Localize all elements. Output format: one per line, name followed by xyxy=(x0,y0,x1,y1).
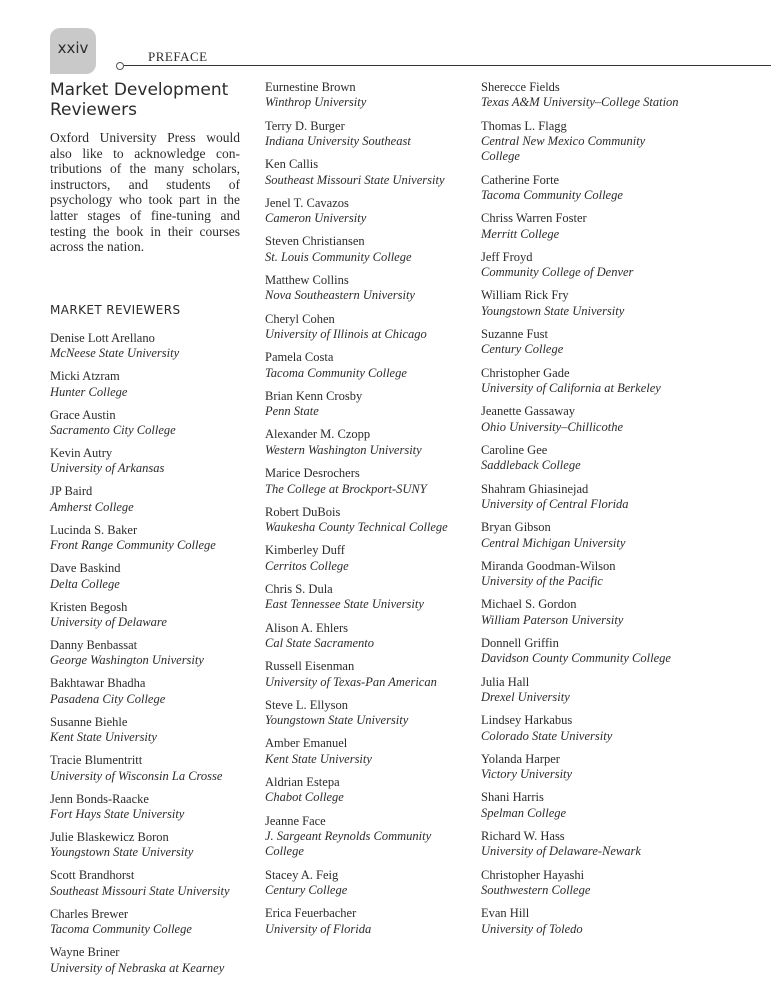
reviewer-entry xyxy=(265,543,465,574)
reviewer-institution: Youngstown State University xyxy=(50,845,194,860)
reviewer-institution: Fort Hays State University xyxy=(50,807,185,822)
reviewer-entry xyxy=(481,790,681,821)
reviewer-name: Danny Benbassat xyxy=(50,638,138,652)
reviewer-entry xyxy=(481,597,681,628)
reviewer-institution: Winthrop University xyxy=(265,95,367,110)
reviewer-name: Brian Kenn Crosby xyxy=(265,388,363,403)
reviewer-name: Erica Feuerbacher xyxy=(265,906,357,921)
reviewer-institution: University of Wisconsin La Crosse xyxy=(50,768,223,783)
reviewer-name: Suzanne Fust xyxy=(481,327,549,342)
reviewer-name: Charles Brewer xyxy=(50,906,129,921)
column-3 xyxy=(481,80,681,945)
reviewer-entry xyxy=(265,736,465,767)
reviewer-institution: Colorado State University xyxy=(481,728,613,743)
reviewer-institution: University of Delaware xyxy=(50,615,167,629)
running-head: PREFACE xyxy=(148,49,208,64)
reviewer-institution: St. Louis Community College xyxy=(265,249,412,264)
page-number-tab xyxy=(50,28,96,74)
reviewer-institution: University of Florida xyxy=(265,921,372,936)
reviewer-institution: Tacoma Community College xyxy=(50,922,192,937)
reviewer-institution: University of Central Florida xyxy=(481,496,629,511)
reviewer-institution: University of California at Berkeley xyxy=(481,381,661,396)
reviewer-name: Cheryl Cohen xyxy=(265,311,335,326)
reviewer-name: Sherecce Fields xyxy=(481,80,560,94)
reviewer-institution: Century College xyxy=(265,883,348,897)
reviewer-name: Kristen Begosh xyxy=(50,599,128,614)
reviewer-entry xyxy=(481,829,681,860)
reviewer-institution: Waukesha County Technical College xyxy=(265,520,448,535)
reviewer-name: Shahram Ghiasinejad xyxy=(481,481,589,496)
reviewer-name: Steven Christiansen xyxy=(265,234,365,249)
reviewer-institution: Youngstown State University xyxy=(265,713,409,728)
reviewer-name: Robert DuBois xyxy=(265,504,341,519)
reviewer-name: Denise Lott Arellano xyxy=(50,330,155,345)
reviewer-name: Jeanne Face xyxy=(265,813,326,828)
reviewer-institution: Tacoma Community College xyxy=(265,365,407,380)
reviewer-entry xyxy=(265,659,465,690)
reviewer-institution: Amherst College xyxy=(50,499,134,514)
reviewer-institution: Central New Mexico Community College xyxy=(481,134,646,164)
header-rule-dot xyxy=(116,62,124,70)
reviewer-institution: University of the Pacific xyxy=(481,574,603,589)
reviewer-entry xyxy=(50,561,240,592)
reviewer-name: Donnell Griffin xyxy=(481,635,559,650)
reviewer-institution: Penn State xyxy=(265,404,319,419)
column-1 xyxy=(50,80,240,984)
reviewer-institution: University of Delaware-Newark xyxy=(481,844,641,859)
reviewer-name: Lucinda S. Baker xyxy=(50,522,138,537)
reviewer-entry xyxy=(50,792,240,823)
reviewer-entry xyxy=(265,698,465,729)
reviewer-name: Marice Desrochers xyxy=(265,466,360,481)
reviewer-name: Chris S. Dula xyxy=(265,581,333,596)
reviewer-institution: Central Michigan University xyxy=(481,535,626,550)
intro-paragraph: Oxford University Press would also like to acknowledge contributions of the many scholars, instructors, and students of psychology who took part in the latter stages of fine-tuning and testing the book in their courses across the nation. xyxy=(50,130,240,255)
reviewer-name: Kevin Autry xyxy=(50,445,113,460)
reviewer-name: Wayne Briner xyxy=(50,945,120,960)
reviewer-entry xyxy=(50,408,240,439)
reviewer-institution: The College at Brockport-SUNY xyxy=(265,481,427,496)
reviewer-entry xyxy=(481,173,681,204)
reviewer-name: Richard W. Hass xyxy=(481,828,565,843)
reviewer-name: Matthew Collins xyxy=(265,273,349,288)
reviewer-entry xyxy=(265,621,465,652)
reviewer-name: Alexander M. Czopp xyxy=(265,427,371,442)
reviewer-institution: Youngstown State University xyxy=(481,303,625,318)
reviewer-institution: Indiana University Southeast xyxy=(265,134,411,149)
reviewer-name: Bakhtawar Bhadha xyxy=(50,676,146,691)
reviewer-institution: University of Arkansas xyxy=(50,461,165,476)
reviewer-entry xyxy=(265,119,465,150)
reviewer-institution: Victory University xyxy=(481,767,573,782)
reviewer-list xyxy=(265,80,465,937)
reviewer-institution: Drexel University xyxy=(481,689,570,704)
reviewer-entry xyxy=(265,234,465,265)
reviewer-entry xyxy=(481,675,681,706)
reviewer-entry xyxy=(50,638,240,669)
reviewer-name: Micki Atzram xyxy=(50,369,120,384)
reviewer-institution: Western Washington University xyxy=(265,442,422,457)
reviewer-entry xyxy=(265,273,465,304)
reviewer-institution: University of Texas-Pan American xyxy=(265,674,437,689)
reviewer-name: Evan Hill xyxy=(481,906,530,921)
reviewer-name: Amber Emanuel xyxy=(265,736,348,751)
reviewer-institution: Kent State University xyxy=(50,730,157,745)
reviewer-list xyxy=(481,80,681,937)
reviewer-name: Kimberley Duff xyxy=(265,543,345,558)
reviewer-entry xyxy=(481,404,681,435)
reviewer-institution: Front Range Community College xyxy=(50,538,216,553)
reviewer-institution: George Washington University xyxy=(50,653,204,668)
reviewer-entry xyxy=(481,119,681,165)
reviewer-name: Julie Blaskewicz Boron xyxy=(50,830,169,845)
reviewer-institution: Tacoma Community College xyxy=(481,188,623,203)
reviewer-entry xyxy=(481,906,681,937)
reviewer-entry xyxy=(481,80,681,111)
reviewer-entry xyxy=(50,676,240,707)
reviewer-name: Ken Callis xyxy=(265,157,319,172)
reviewer-name: Miranda Goodman-Wilson xyxy=(481,558,616,573)
reviewer-entry xyxy=(481,752,681,783)
reviewer-entry xyxy=(481,211,681,242)
reviewer-name: Lindsey Harkabus xyxy=(481,713,573,728)
reviewer-entry xyxy=(481,482,681,513)
reviewer-name: Yolanda Harper xyxy=(481,751,560,766)
reviewer-entry xyxy=(481,288,681,319)
reviewer-name: Christopher Gade xyxy=(481,365,570,380)
reviewer-entry xyxy=(481,366,681,397)
reviewer-entry xyxy=(481,713,681,744)
reviewer-name: Alison A. Ehlers xyxy=(265,620,348,635)
reviewer-name: Tracie Blumentritt xyxy=(50,753,143,768)
reviewer-institution: William Paterson University xyxy=(481,612,624,627)
reviewer-institution: Davidson County Community College xyxy=(481,651,671,666)
reviewer-entry xyxy=(265,312,465,343)
reviewer-institution: Nova Southeastern University xyxy=(265,288,415,303)
reviewer-institution: Southwestern College xyxy=(481,883,591,897)
reviewer-institution: Sacramento City College xyxy=(50,422,176,437)
reviewer-institution: Kent State University xyxy=(265,751,372,766)
reviewer-entry xyxy=(265,868,465,899)
reviewer-name: Dave Baskind xyxy=(50,561,121,576)
page-number: xxiv xyxy=(57,39,89,57)
reviewer-entry xyxy=(265,196,465,227)
reviewer-entry xyxy=(481,559,681,590)
reviewer-list xyxy=(50,331,240,976)
reviewer-entry xyxy=(265,427,465,458)
reviewer-entry xyxy=(50,600,240,631)
reviewer-entry xyxy=(50,830,240,861)
reviewer-name: Aldrian Estepa xyxy=(265,774,340,789)
reviewer-name: Jeanette Gassaway xyxy=(481,404,576,419)
reviewer-name: Steve L. Ellyson xyxy=(265,697,348,712)
reviewer-name: Michael S. Gordon xyxy=(481,597,577,612)
reviewer-name: Grace Austin xyxy=(50,407,116,422)
reviewer-entry xyxy=(265,582,465,613)
reviewer-institution: Texas A&M University–College Station xyxy=(481,95,679,110)
reviewer-institution: Ohio University–Chillicothe xyxy=(481,419,623,434)
reviewer-entry xyxy=(265,80,465,111)
reviewer-entry xyxy=(265,350,465,381)
reviewer-name: Shani Harris xyxy=(481,790,544,805)
reviewer-institution: J. Sargeant Reynolds Community College xyxy=(265,828,432,859)
reviewer-institution: Saddleback College xyxy=(481,458,581,473)
reviewer-entry xyxy=(50,945,240,976)
header-rule xyxy=(124,65,771,66)
reviewer-institution: Cerritos College xyxy=(265,558,349,573)
reviewer-name: Terry D. Burger xyxy=(265,118,345,133)
market-reviewers-heading: MARKET REVIEWERS xyxy=(50,302,181,317)
reviewer-name: Pamela Costa xyxy=(265,350,334,365)
reviewer-institution: Century College xyxy=(481,342,564,357)
reviewer-entry xyxy=(50,369,240,400)
reviewer-name: Stacey A. Feig xyxy=(265,867,339,882)
reviewer-institution: McNeese State University xyxy=(50,346,180,361)
reviewer-name: Jeff Froyd xyxy=(481,249,533,264)
reviewer-name: Jenel T. Cavazos xyxy=(265,195,349,210)
reviewer-institution: University of Illinois at Chicago xyxy=(265,327,427,342)
reviewer-name: Thomas L. Flagg xyxy=(481,118,567,133)
reviewer-institution: Hunter College xyxy=(50,384,128,399)
reviewer-name: Jenn Bonds-Raacke xyxy=(50,791,149,806)
reviewer-entry xyxy=(50,523,240,554)
reviewer-entry xyxy=(50,446,240,477)
reviewer-entry xyxy=(50,715,240,746)
reviewer-institution: Community College of Denver xyxy=(481,265,634,280)
section-title: Market Development Reviewers xyxy=(50,80,229,120)
reviewer-entry xyxy=(50,331,240,362)
reviewer-name: William Rick Fry xyxy=(481,288,569,303)
reviewer-name: Russell Eisenman xyxy=(265,659,355,674)
reviewer-institution: Spelman College xyxy=(481,805,567,820)
reviewer-institution: Pasadena City College xyxy=(50,691,166,706)
reviewer-name: Eurnestine Brown xyxy=(265,80,356,94)
reviewer-name: Caroline Gee xyxy=(481,442,548,457)
reviewer-name: Catherine Forte xyxy=(481,172,560,187)
reviewer-name: Chriss Warren Foster xyxy=(481,211,587,226)
reviewer-entry xyxy=(50,907,240,938)
reviewer-entry xyxy=(265,466,465,497)
column-2 xyxy=(265,80,465,945)
reviewer-entry xyxy=(265,157,465,188)
reviewer-entry xyxy=(265,906,465,937)
reviewer-entry xyxy=(265,505,465,536)
reviewer-entry xyxy=(481,868,681,899)
reviewer-name: Scott Brandhorst xyxy=(50,868,135,883)
reviewer-entry xyxy=(265,775,465,806)
reviewer-name: Julia Hall xyxy=(481,674,530,689)
reviewer-entry xyxy=(481,443,681,474)
reviewer-entry xyxy=(50,484,240,515)
reviewer-entry xyxy=(481,327,681,358)
reviewer-entry xyxy=(481,250,681,281)
reviewer-institution: Merritt College xyxy=(481,226,560,241)
reviewer-entry xyxy=(50,868,240,899)
reviewer-name: Susanne Biehle xyxy=(50,714,128,729)
reviewer-entry xyxy=(481,520,681,551)
reviewer-entry xyxy=(265,389,465,420)
reviewer-name: Bryan Gibson xyxy=(481,520,551,535)
reviewer-entry xyxy=(50,753,240,784)
reviewer-institution: Cameron University xyxy=(265,211,367,226)
reviewer-institution: East Tennessee State University xyxy=(265,597,424,612)
reviewer-entry xyxy=(481,636,681,667)
reviewer-name: Christopher Hayashi xyxy=(481,867,585,882)
reviewer-institution: University of Nebraska at Kearney xyxy=(50,960,225,975)
reviewer-name: JP Baird xyxy=(50,484,93,499)
reviewer-entry xyxy=(265,814,465,860)
reviewer-institution: Cal State Sacramento xyxy=(265,635,375,650)
reviewer-institution: University of Toledo xyxy=(481,921,583,936)
reviewer-institution: Southeast Missouri State University xyxy=(50,883,230,898)
reviewer-institution: Southeast Missouri State University xyxy=(265,172,445,187)
reviewer-institution: Chabot College xyxy=(265,790,344,805)
reviewer-institution: Delta College xyxy=(50,576,120,591)
